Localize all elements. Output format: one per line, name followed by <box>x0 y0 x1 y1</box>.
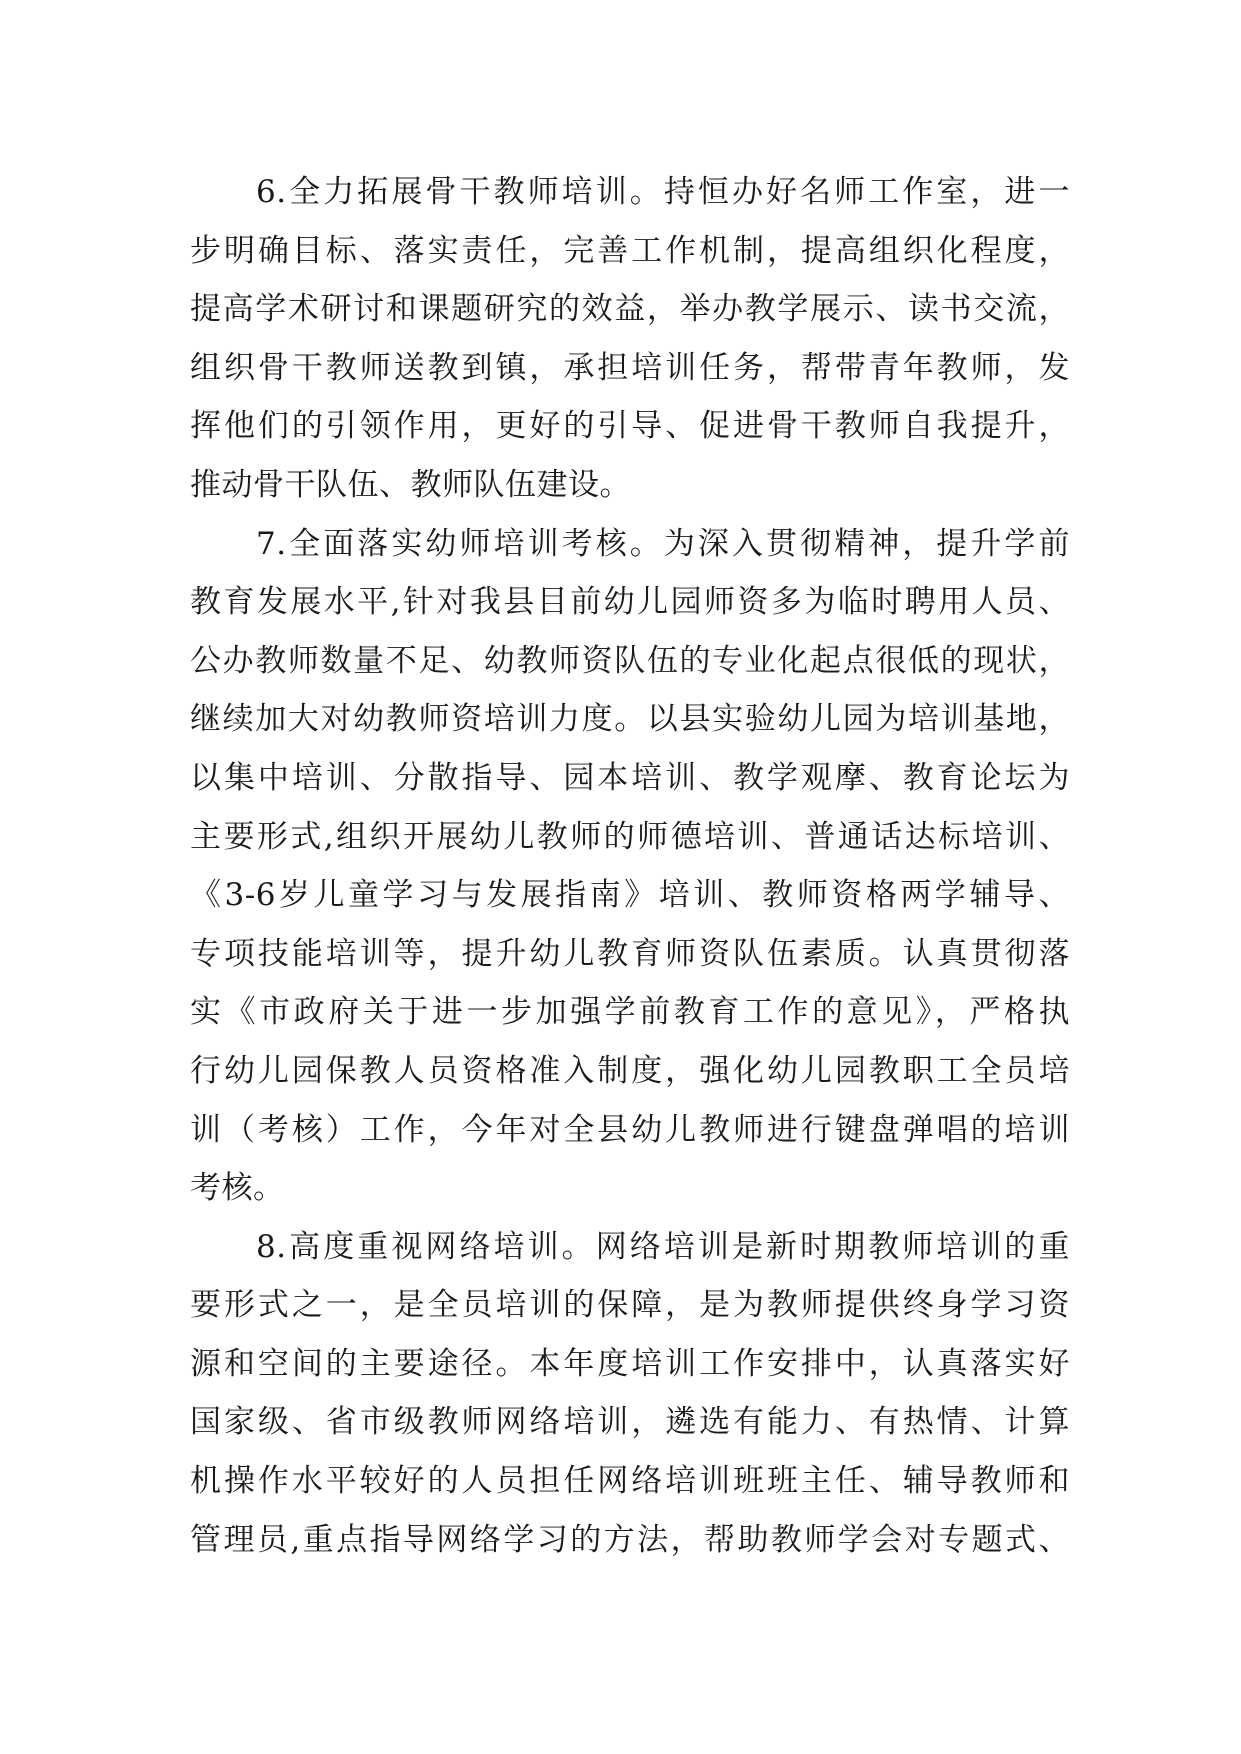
paragraph-8-line-6: 管理员,重点指导网络学习的方法，帮助教师学会对专题式、 <box>190 1521 1070 1558</box>
paragraph-7-line-5: 以集中培训、分散指导、园本培训、教学观摩、教育论坛为 <box>190 759 1070 796</box>
paragraph-6-line-1: 6.全力拓展骨干教师培训。持恒办好名师工作室，进一 <box>256 174 1070 210</box>
paragraph-8-line-5: 机操作水平较好的人员担任网络培训班班主任、辅导教师和 <box>190 1463 1070 1500</box>
paragraph-7-line-4: 继续加大对幼教师资培训力度。以县实验幼儿园为培训基地， <box>190 701 1070 738</box>
paragraph-6-line-5: 挥他们的引领作用，更好的引导、促进骨干教师自我提升， <box>190 408 1070 445</box>
paragraph-8-line-2: 要形式之一，是全员培训的保障，是为教师提供终身学习资 <box>190 1287 1070 1324</box>
paragraph-7-line-2: 教育发展水平,针对我县目前幼儿园师资多为临时聘用人员、 <box>190 584 1070 621</box>
paragraph-7-line-9: 实《市政府关于进一步加强学前教育工作的意见》，严格执 <box>190 994 1070 1031</box>
paragraph-7-line-12: 考核。 <box>190 1170 285 1207</box>
paragraph-8-line-3: 源和空间的主要途径。本年度培训工作安排中，认真落实好 <box>190 1345 1070 1382</box>
paragraph-8-line-1: 8.高度重视网络培训。网络培训是新时期教师培训的重 <box>256 1228 1070 1265</box>
body-text <box>190 163 1070 1569</box>
paragraph-6-line-6: 推动骨干队伍、教师队伍建设。 <box>190 466 631 503</box>
paragraph-7-line-10: 行幼儿园保教人员资格准入制度，强化幼儿园教职工全员培 <box>190 1052 1070 1089</box>
paragraph-8-line-4: 国家级、省市级教师网络培训，遴选有能力、有热情、计算 <box>190 1404 1070 1441</box>
paragraph-6-line-4: 组织骨干教师送教到镇，承担培训任务，帮带青年教师，发 <box>190 349 1070 386</box>
paragraph-6-line-3: 提高学术研讨和课题研究的效益，举办教学展示、读书交流， <box>190 291 1070 328</box>
paragraph-6-line-2: 步明确目标、落实责任，完善工作机制，提高组织化程度， <box>190 232 1070 269</box>
paragraph-7-line-1: 7.全面落实幼师培训考核。为深入贯彻精神，提升学前 <box>256 525 1070 562</box>
paragraph-7-line-7: 《3-6岁儿童学习与发展指南》培训、教师资格两学辅导、 <box>190 877 1070 914</box>
paragraph-7-line-6: 主要形式,组织开展幼儿教师的师德培训、普通话达标培训、 <box>190 818 1070 855</box>
paragraph-7-line-11: 训（考核）工作，今年对全县幼儿教师进行键盘弹唱的培训 <box>190 1111 1070 1148</box>
paragraph-7-line-8: 专项技能培训等，提升幼儿教育师资队伍素质。认真贯彻落 <box>190 935 1070 972</box>
paragraph-7-line-3: 公办教师数量不足、幼教师资队伍的专业化起点很低的现状， <box>190 642 1070 679</box>
